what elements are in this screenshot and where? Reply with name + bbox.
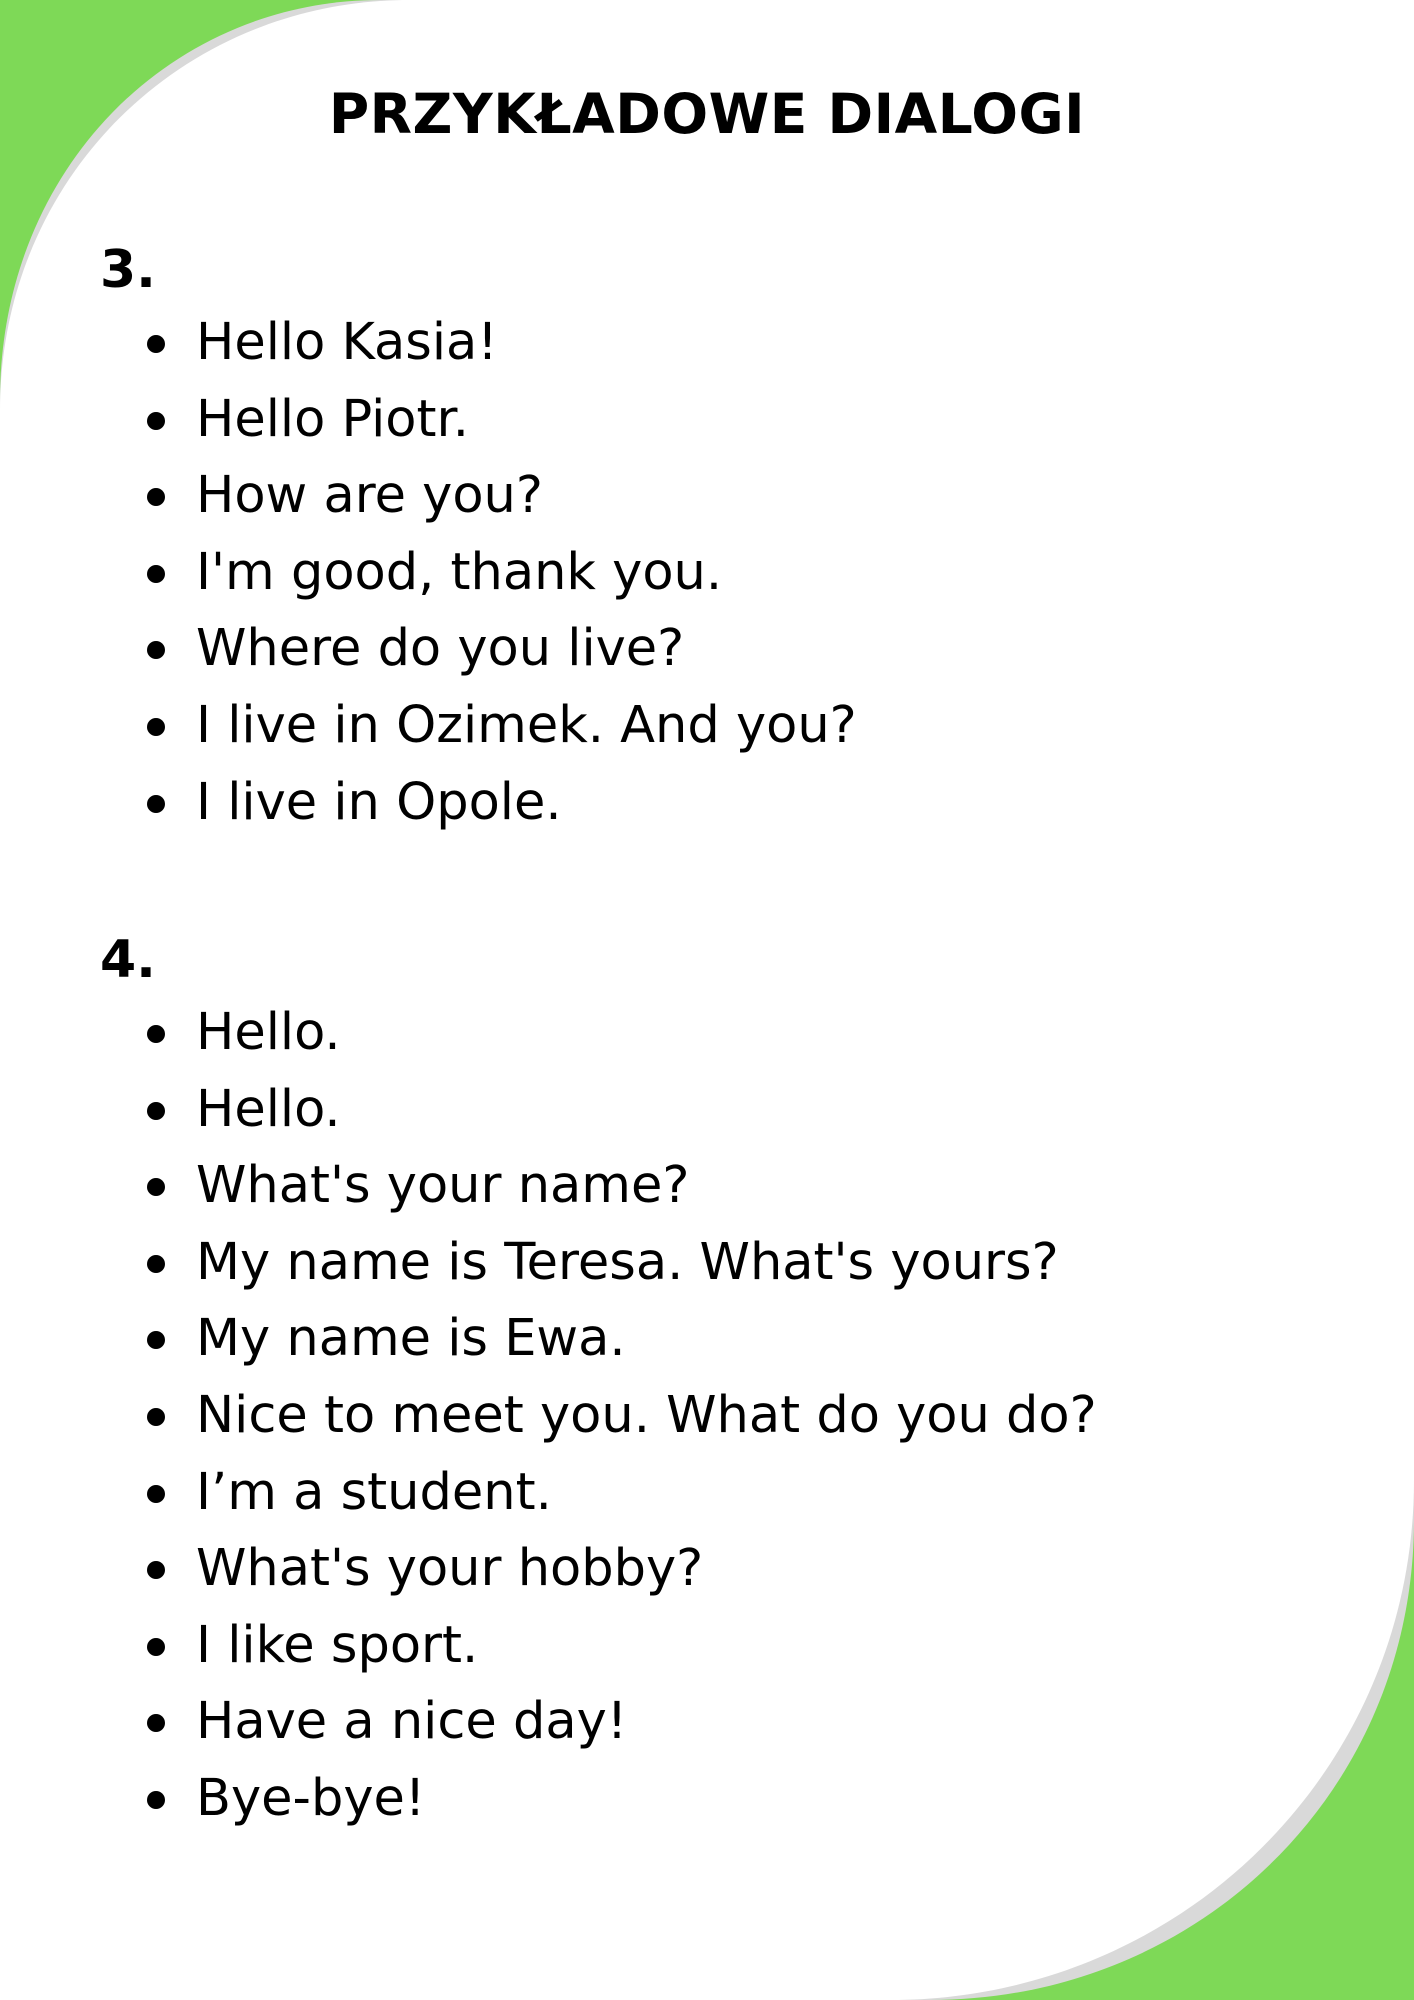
dialog-line-text: My name is Ewa. (196, 1309, 626, 1369)
bullet-icon (147, 335, 165, 353)
dialog-line (100, 458, 857, 535)
bullet-icon (147, 1178, 165, 1196)
dialog-line (100, 382, 857, 459)
bullet-icon (147, 565, 165, 583)
dialog-line-text: Hello Piotr. (196, 389, 469, 449)
dialog-line-text: I live in Opole. (196, 772, 562, 832)
bullet-icon (147, 1561, 165, 1579)
dialog-line-text: My name is Teresa. What's yours? (196, 1232, 1059, 1292)
dialog-line (100, 611, 857, 688)
bullet-icon (147, 1025, 165, 1043)
dialog-line-text: Hello Kasia! (196, 313, 498, 372)
bullet-icon (147, 1714, 165, 1732)
dialog-line-text: Hello. (196, 1003, 341, 1062)
dialog-line (100, 995, 1097, 1072)
dialog-line (100, 305, 857, 382)
dialog-line-text: Hello. (196, 1079, 341, 1139)
page-title: PRZYKŁADOWE DIALOGI (328, 82, 1086, 146)
dialog-line (100, 1684, 1097, 1761)
dialog-line (100, 1225, 1097, 1302)
dialog-line-text: Have a nice day! (196, 1692, 628, 1752)
dialog-line-text: I'm good, thank you. (196, 542, 723, 602)
dialog-line (100, 1455, 1097, 1532)
dialog-section-4 (100, 928, 1097, 1838)
dialog-section-3 (100, 238, 857, 841)
dialog-line-text: What's your name? (196, 1156, 690, 1216)
dialog-list (100, 995, 1097, 1838)
bullet-icon (147, 718, 165, 736)
bullet-icon (147, 1102, 165, 1120)
dialog-line-text: How are you? (196, 466, 543, 526)
bullet-icon (147, 1791, 165, 1809)
bullet-icon (147, 412, 165, 430)
dialog-line (100, 1761, 1097, 1838)
bullet-icon (147, 795, 165, 813)
section-number: 3. (100, 240, 156, 300)
dialog-line-text: Bye-bye! (196, 1768, 426, 1828)
dialog-line (100, 1072, 1097, 1149)
bullet-icon (147, 488, 165, 506)
bullet-icon (147, 1638, 165, 1656)
dialog-line-text: Where do you live? (196, 619, 685, 679)
dialog-line (100, 535, 857, 612)
dialog-line (100, 688, 857, 765)
dialog-line-text: What's your hobby? (196, 1539, 704, 1599)
dialog-line-text: I’m a student. (196, 1462, 552, 1522)
dialog-line-text: I like sport. (196, 1615, 479, 1675)
dialog-list (100, 305, 857, 841)
dialog-line (100, 1608, 1097, 1685)
dialog-line-text: Nice to meet you. What do you do? (196, 1385, 1097, 1445)
dialog-line (100, 1531, 1097, 1608)
dialog-line (100, 1148, 1097, 1225)
bullet-icon (147, 641, 165, 659)
dialog-line (100, 1301, 1097, 1378)
bullet-icon (147, 1408, 165, 1426)
section-number: 4. (100, 930, 156, 990)
dialog-line (100, 765, 857, 842)
dialog-line-text: I live in Ozimek. And you? (196, 695, 857, 755)
bullet-icon (147, 1255, 165, 1273)
bullet-icon (147, 1485, 165, 1503)
bullet-icon (147, 1331, 165, 1349)
dialog-line (100, 1378, 1097, 1455)
